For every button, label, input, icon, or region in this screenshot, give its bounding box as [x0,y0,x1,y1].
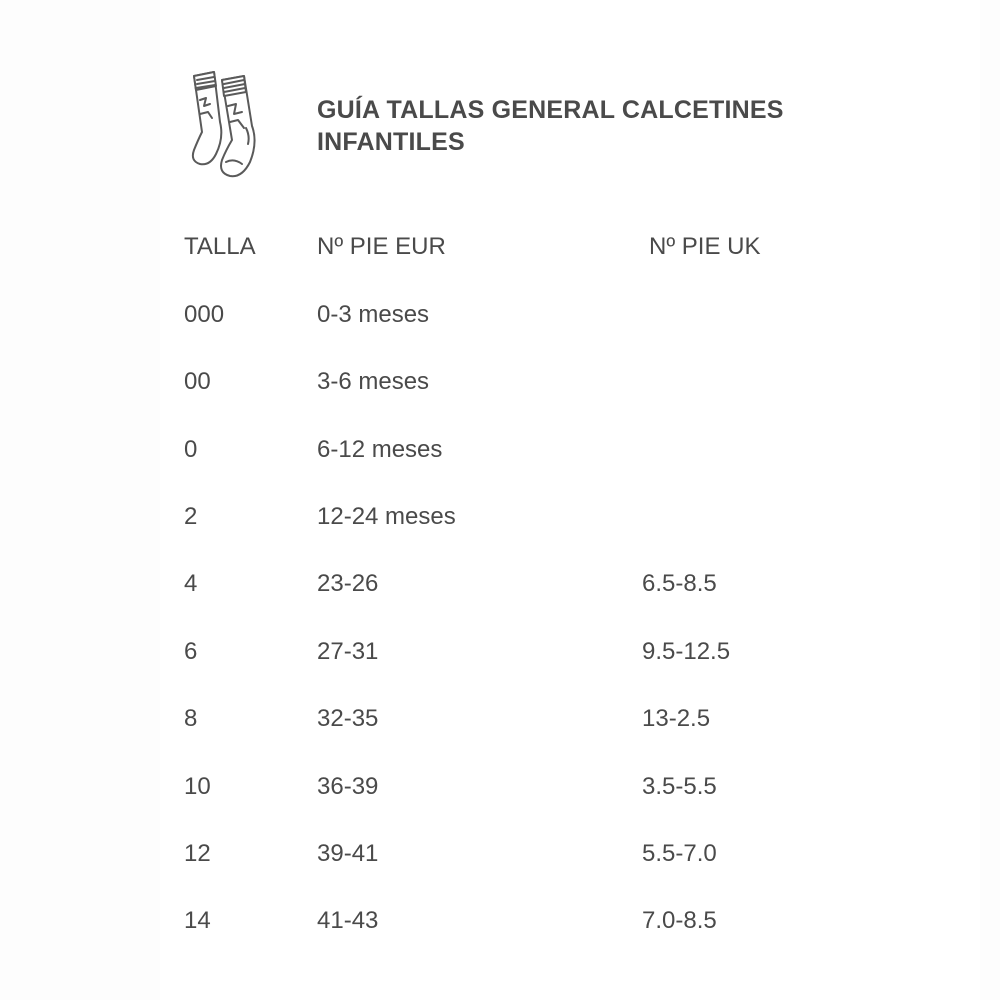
cell-talla: 12 [184,840,211,867]
table-row [0,901,1000,941]
cell-eur: 41-43 [317,907,379,934]
table-row [0,564,1000,604]
cell-uk: 5.5-7.0 [642,840,717,867]
cell-talla: 14 [184,907,211,934]
cell-eur: 23-26 [317,570,379,597]
cell-talla: 0 [184,436,198,463]
cell-eur: 0-3 meses [317,301,430,328]
cell-talla: 00 [184,368,211,395]
cell-uk: 13-2.5 [642,705,711,732]
column-header-uk: Nº PIE UK [649,233,761,260]
cell-uk: 6.5-8.5 [642,570,717,597]
page-title [317,94,837,158]
cell-talla: 000 [184,301,225,328]
cell-talla: 10 [184,773,211,800]
cell-talla: 2 [184,503,198,530]
title-line-2: INFANTILES [317,128,465,156]
table-row [0,632,1000,672]
title-line-1: GUÍA TALLAS GENERAL CALCETINES [317,96,784,124]
table-row [0,430,1000,470]
cell-talla: 4 [184,570,198,597]
cell-eur: 36-39 [317,773,379,800]
cell-talla: 6 [184,638,198,665]
table-row [0,834,1000,874]
cell-uk: 7.0-8.5 [642,907,717,934]
table-row [0,362,1000,402]
table-row [0,295,1000,335]
cell-uk: 3.5-5.5 [642,773,717,800]
table-row [0,497,1000,537]
cell-uk: 9.5-12.5 [642,638,731,665]
table-row [0,767,1000,807]
cell-eur: 39-41 [317,840,379,867]
table-header-row [0,227,1000,267]
column-header-talla: TALLA [184,233,256,260]
cell-eur: 12-24 meses [317,503,456,530]
cell-eur: 27-31 [317,638,379,665]
column-header-eur: Nº PIE EUR [317,233,446,260]
cell-eur: 6-12 meses [317,436,443,463]
cell-talla: 8 [184,705,198,732]
socks-icon [186,66,278,184]
table-row [0,699,1000,739]
cell-eur: 32-35 [317,705,379,732]
cell-eur: 3-6 meses [317,368,430,395]
